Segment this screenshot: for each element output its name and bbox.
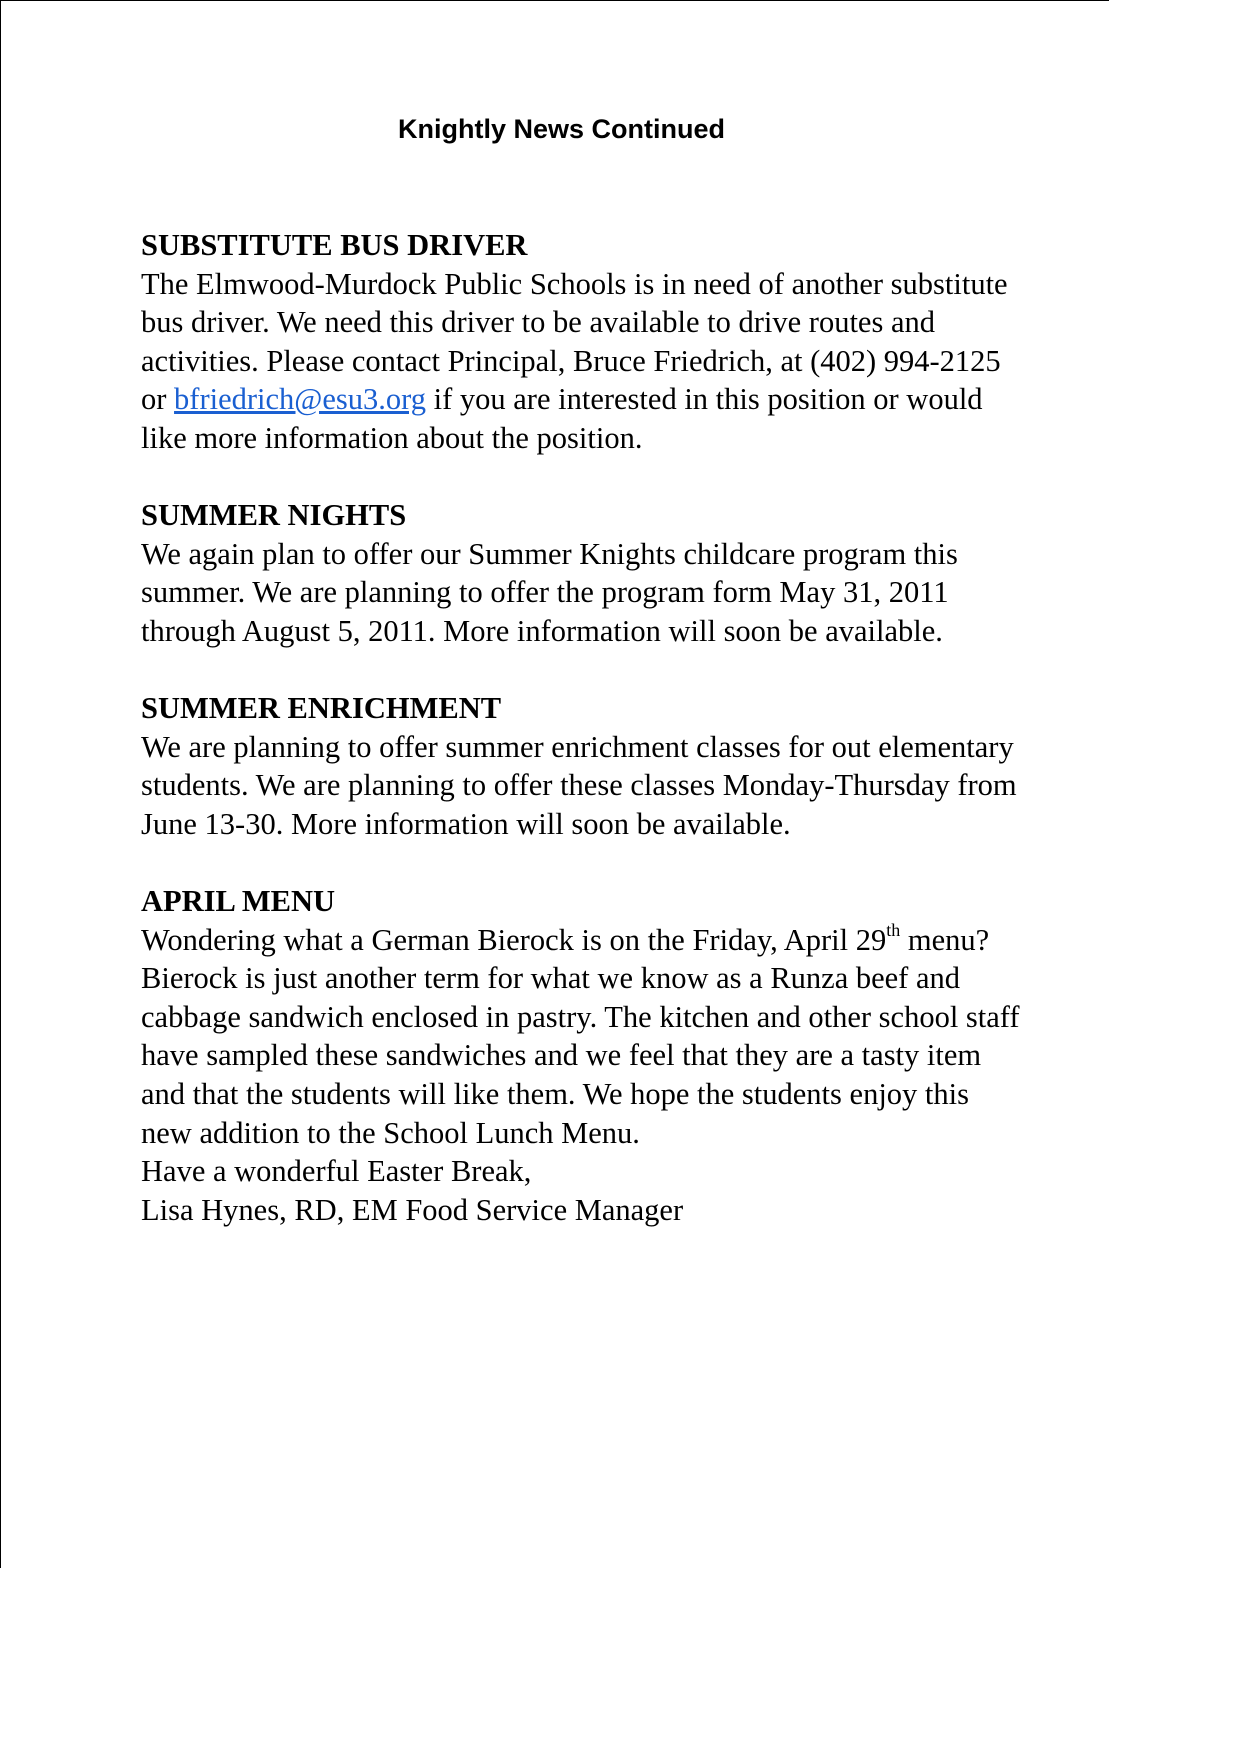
section-heading: SUMMER ENRICHMENT [141,691,502,726]
section-body: We are planning to offer summer enrichment classes for out elementary students. We are planning to offer these classes Monday-Thursday from June 13-30. More information will soon be available. [141,729,1017,841]
section-summer-enrichment [141,689,1021,843]
section-summer-nights [141,496,1021,650]
body-text: if you are interested in this position or would like more information about the position. [141,382,983,455]
section-heading: SUMMER NIGHTS [141,498,407,533]
section-body [141,265,1021,458]
page-title: Knightly News Continued [398,114,725,144]
closing-line: Have a wonderful Easter Break, [141,1154,532,1189]
section-heading: APRIL MENU [141,884,336,919]
body-text: The Elmwood-Murdock Public Schools is in need of another substitute bus driver. We need this driver to be available to drive routes and activities. Please contact Principal, Bruce Friedrich, at (402) 994-2125 or [141,266,1008,417]
section-april-menu [141,882,1021,1229]
section-body: We again plan to offer our Summer Knights childcare program this summer. We are planning to offer the program form May 31, 2011 through August 5, 2011. More information will soon be available. [141,536,958,648]
body-text: Wondering what a German Bierock is on the Friday, April 29 [141,922,887,957]
ordinal-suffix: th [886,919,901,940]
body-text: menu? Bierock is just another term for what we know as a Runza beef and cabbage sandwich enclosed in pastry. The kitchen and other school staff have sampled these sandwiches and we feel that they are a tasty item and that the students will like them. We hope the students enjoy this new addition to the School Lunch Menu. [141,922,1020,1150]
email-link[interactable]: bfriedrich@esu3.org [174,382,427,417]
newsletter-content [141,226,1021,1229]
signature-line: Lisa Hynes, RD, EM Food Service Manager [141,1192,684,1227]
section-body [141,921,1021,1153]
section-heading: SUBSTITUTE BUS DRIVER [141,228,528,262]
section-substitute-bus-driver [141,226,1021,458]
